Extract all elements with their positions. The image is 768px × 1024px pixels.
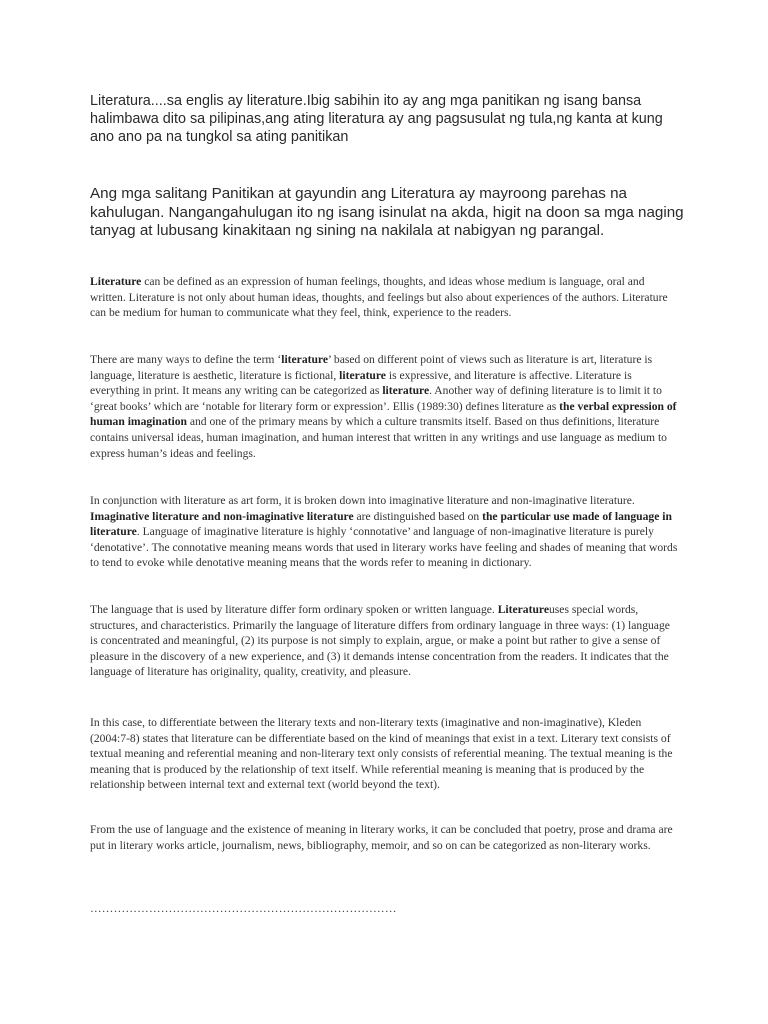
bold-term: literature	[382, 384, 430, 398]
bold-term: Literature	[90, 275, 142, 288]
paragraph-conclusion: From the use of language and the existence of meaning in literary works, it can be concluded that poetry, prose and drama are put in literary works article, journalism, news, bibliography, memoir, and so on can be categorized as non-literary works.	[90, 823, 673, 852]
paragraph-text: There are many ways to define the term ‘	[90, 353, 282, 366]
paragraph-text: In conjunction with literature as art form, it is broken down into imaginative literature and non-imaginative literature.	[90, 494, 635, 507]
bold-term: the verbal expression of human imagination	[90, 399, 677, 429]
dotted-separator: ……………………………………………………………………	[90, 902, 397, 915]
filipino-paragraph-2: Ang mga salitang Panitikan at gayundin ang Literatura ay mayroong parehas na kahulugan. Nangangahulugan ito ng isang isinulat na akda, higit na doon sa mga naging tanyag at lubusang kinakitaan ng sining na nakilala at nabigyan ng parangal.	[90, 185, 684, 239]
paragraph-text: and one of the primary means by which a culture transmits itself. Based on thus definitions, literature contains universal ideas, human imagination, and human interest that written in any writings and use language as medium to express human’s ideas and feelings.	[90, 415, 667, 460]
paragraph-ways-to-define	[90, 352, 678, 461]
paragraph-imaginative-literature	[90, 493, 678, 571]
paragraph-text: is expressive, and literature is affective. Literature is everything in print. It means any writing can be categorized as	[90, 368, 632, 398]
paragraph-literary-vs-non-literary: In this case, to differentiate between the literary texts and non-literary texts (imaginative and non-imaginative), Kleden (2004:7-8) states that literature can be differentiate based on the kind of meanings that exist in a text. Literary text consists of textual meaning and referential meaning and non-literary text only consists of referential meaning. The textual meaning is the meaning that is produced by the relationship of text itself. While referential meaning is meaning that is produced by the relationship between internal text and external text (world beyond the text).	[90, 716, 673, 792]
paragraph-text: uses special words, structures, and characteristics. Primarily the language of literature differs from ordinary language in three ways: (1) language is concentrated and meaningful, (2) its purpose is not simply to explain, argue, or make a point but rather to give a sense of pleasure in the discovery of a new experience, and (3) it demands intense concentration from the readers. It indicates that the language of literature has originality, quality, creativity, and pleasure.	[90, 603, 670, 679]
paragraph-text: . Language of imaginative literature is highly ‘connotative’ and language of non-imaginative literature is purely ‘denotative’. The connotative meaning means words that used in literary works have feeling and shades of meaning that words to tend to evoke while denotative meaning means that the words refer to meaning in dictionary.	[90, 525, 678, 570]
paragraph-text: can be defined as an expression of human feelings, thoughts, and ideas whose medium is language, oral and written. Literature is not only about human ideas, thoughts, and feelings but also about experiences of the authors. Literature can be medium for human to communicate what they feel, think, experience to the readers.	[90, 275, 668, 320]
bold-term: literature	[281, 353, 329, 366]
bold-term: Imaginative literature and non-imaginative literature	[90, 509, 354, 523]
paragraph-literature-definition	[90, 274, 678, 321]
bold-term: Literature	[497, 603, 549, 616]
paragraph-text: are distinguished based on	[353, 509, 483, 523]
paragraph-text: The language that is used by literature differ form ordinary spoken or written language.	[90, 603, 498, 616]
paragraph-language-of-literature	[90, 602, 678, 680]
paragraph-text: ’ based on different point of views such as literature is art, literature is language, literature is aesthetic, literature is fictional,	[90, 353, 653, 382]
bold-term: literature	[339, 368, 386, 382]
bold-term: the particular use made of language in literature	[90, 509, 672, 539]
paragraph-text: . Another way of defining literature is to limit it to ‘great books’ which are ‘notable for literary form or expression’. Ellis (1989:30) defines literature as	[90, 384, 662, 413]
filipino-paragraph-1: Literatura....sa englis ay literature.Ibig sabihin ito ay ang mga panitikan ng isang bansa halimbawa dito sa pilipinas,ang ating literatura ay ang pagsusulat ng tula,ng kanta at kung ano ano pa na tungkol sa ating panitikan	[90, 93, 663, 145]
